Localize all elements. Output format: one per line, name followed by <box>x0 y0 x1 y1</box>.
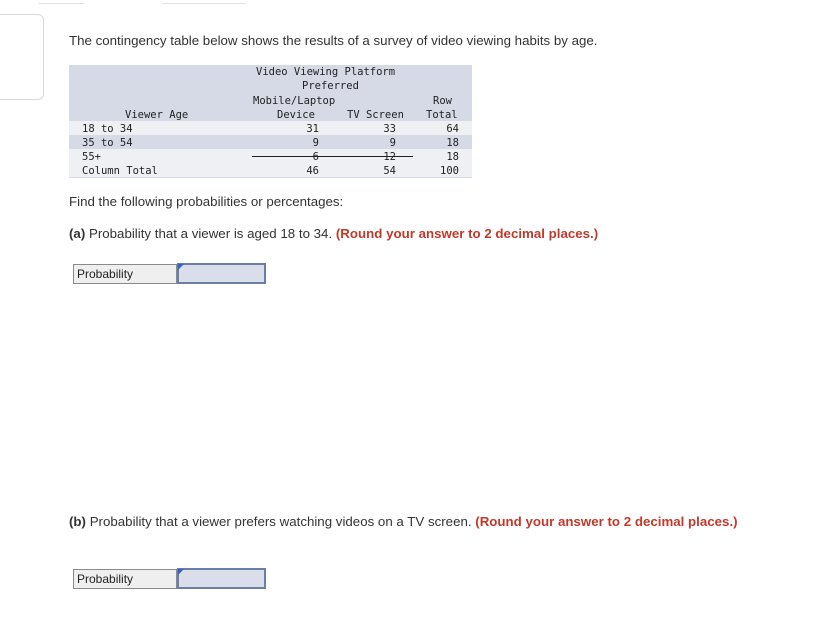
cell-mobile: 9 <box>312 137 319 149</box>
cell-tv: 9 <box>389 137 396 149</box>
row-header-viewer-age: Viewer Age <box>125 109 189 121</box>
group-header: Preferred <box>302 80 359 92</box>
cell-total: 100 <box>440 165 459 177</box>
rounding-note: (Round your answer to 2 decimal places.) <box>475 514 738 529</box>
cell-total: 18 <box>446 137 459 149</box>
col-header-mobile: Device <box>277 109 315 121</box>
answer-label-b: Probability <box>73 569 177 589</box>
row-label: Column Total <box>82 165 158 177</box>
cell-total: 64 <box>446 123 459 135</box>
col-header-row-total: Total <box>426 109 458 121</box>
cell-mobile: 6 <box>312 151 319 163</box>
contingency-table <box>69 65 472 178</box>
question-part-label: (a) <box>69 226 86 241</box>
top-divider <box>38 3 84 4</box>
cell-mobile: 31 <box>306 123 319 135</box>
col-header-row-total: Row <box>433 95 452 107</box>
find-instructions: Find the following probabilities or percentages: <box>69 194 344 209</box>
col-header-tv: TV Screen <box>347 109 404 121</box>
top-divider <box>162 3 246 4</box>
question-text: Probability that a viewer prefers watching videos on a TV screen. <box>89 514 472 529</box>
row-label: 55+ <box>82 151 101 163</box>
group-header: Video Viewing Platform <box>256 66 396 78</box>
question-part-label: (b) <box>69 514 86 529</box>
question-b <box>69 514 738 529</box>
answer-input-a[interactable] <box>177 263 266 284</box>
cell-total: 18 <box>446 151 459 163</box>
row-label: 35 to 54 <box>82 137 133 149</box>
cell-tv: 33 <box>383 123 396 135</box>
input-corner-marker <box>178 569 184 575</box>
cell-mobile: 46 <box>306 165 319 177</box>
question-text: Probability that a viewer is aged 18 to 34. <box>88 226 333 241</box>
left-panel-frame <box>0 14 44 100</box>
cell-tv: 54 <box>383 165 396 177</box>
row-label: 18 to 34 <box>82 123 133 135</box>
answer-label-a: Probability <box>73 264 177 284</box>
col-header-mobile: Mobile/Laptop <box>253 95 336 107</box>
input-corner-marker <box>178 264 184 270</box>
cell-tv: 12 <box>383 151 396 163</box>
intro-text: The contingency table below shows the results of a survey of video viewing habits by age. <box>69 33 598 48</box>
rounding-note: (Round your answer to 2 decimal places.) <box>335 226 599 241</box>
question-a <box>69 226 598 241</box>
answer-input-b[interactable] <box>177 568 266 589</box>
